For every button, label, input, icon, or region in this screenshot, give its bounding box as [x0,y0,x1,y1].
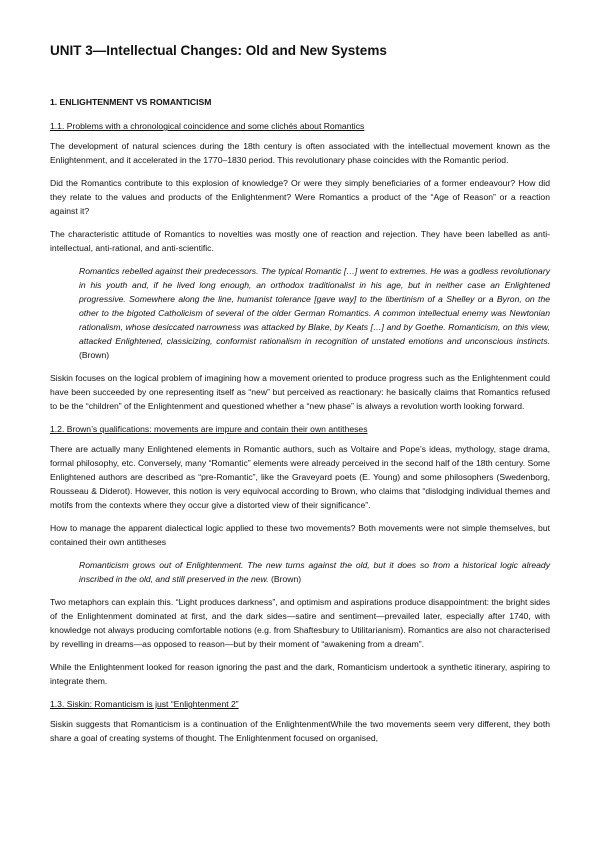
quote-text: Romanticism grows out of Enlightenment. The new turns against the old, but it does so from a historical logic already inscribed in the old, and still preserved in the new. [79,560,550,584]
quote-text: Romantics rebelled against their predecessors. The typical Romantic […] went to extremes. He was a godless revolutionary in his youth and, if he lived long enough, an orthodox traditionalist in his age, but in neither case an Enlightened progressive. Somewhere along the line, humanist tolerance [gave way] to the libertinism of a Shelley or a Byron, on the other to the bigoted Catholicism of several of the older German Romantics. A common intellectual enemy was Newtonian rationalism, whose desiccated narrowness was attacked by Blake, by Keats […] and by Goethe. Romanticism, on this view, attacked Enlightened, classicizing, conformist rationalism in recognition of unstated emotions and unconscious instincts. [79,266,550,346]
subsection-heading-1-2: 1.2. Brown’s qualifications: movements are impure and contain their own antitheses [50,424,368,434]
paragraph: While the Enlightenment looked for reason ignoring the past and the dark, Romanticism undertook a synthetic itinerary, aspiring to integrate them. [50,662,550,686]
paragraph: Siskin focuses on the logical problem of imagining how a movement oriented to produce progress such as the Enlightenment could have been succeeded by one representing itself as “new” but perceived as reactionary: he basically claims that Romantics refused to be the “children” of the Enlightenment and questioned whether a “new phase” is always a revolution worth looking forward. [50,373,550,411]
paragraph: Did the Romantics contribute to this explosion of knowledge? Or were they simply beneficiaries of a former endeavour? How did they relate to the values and products of the Enlightenment? Were Romantics a product of the “Age of Reason” or a reaction against it? [50,178,550,216]
paragraph: There are actually many Enlightened elements in Romantic authors, such as Voltaire and Pope’s ideas, mythology, stage drama, formal philosophy, etc. Conversely, many “Romantic” elements were already perceived in the second half of the 18th century. Some Enlightened authors are described as “pre-Romantic”, like the Graveyard poets (E. Young) and some philosophers (Swedenborg, Rousseau & Diderot). However, this notion is very equivocal according to Brown, who claims that “dislodging individual themes and motifs from the contexts where they occur give a distorted view of their significance”. [50,444,550,510]
paragraph: The characteristic attitude of Romantics to novelties was mostly one of reaction and rejection. They have been labelled as anti-intellectual, anti-rational, and anti-scientific. [50,229,550,253]
block-quote [79,558,550,586]
block-quote [79,264,550,362]
subsection-heading-1-3: 1.3. Siskin: Romanticism is just “Enlightenment 2” [50,699,239,709]
quote-citation: (Brown) [271,574,302,584]
section-heading: 1. ENLIGHTENMENT VS ROMANTICISM [50,97,212,107]
paragraph: How to manage the apparent dialectical logic applied to these two movements? Both movements were not simple themselves, but contained their own antitheses [50,523,550,547]
paragraph: The development of natural sciences during the 18th century is often associated with the intellectual movement known as the Enlightenment, and it accelerated in the 1770–1830 period. This revolutionary phase coincides with the Romantic period. [50,141,550,165]
subsection-heading-1-1: 1.1. Problems with a chronological coincidence and some clichés about Romantics [50,121,365,131]
paragraph: Siskin suggests that Romanticism is a continuation of the EnlightenmentWhile the two movements seem very different, they both share a goal of creating systems of thought. The Enlightenment focused on organised, [50,719,550,743]
paragraph: Two metaphors can explain this. “Light produces darkness”, and optimism and aspirations produce disappointment: the bright sides of the Enlightenment dominated at first, and the dark sides—satire and sentiment—prevailed later, especially after 1740, with knowledge not always producing comfortable notions (e.g. from Shaftesbury to Utilitarianism). Romantics are also not characterised by revelling in dreams—as opposed to reason—but by their moment of “awakening from a dream”. [50,597,550,649]
page-title: UNIT 3—Intellectual Changes: Old and New Systems [50,43,387,58]
quote-citation: (Brown) [79,350,110,360]
